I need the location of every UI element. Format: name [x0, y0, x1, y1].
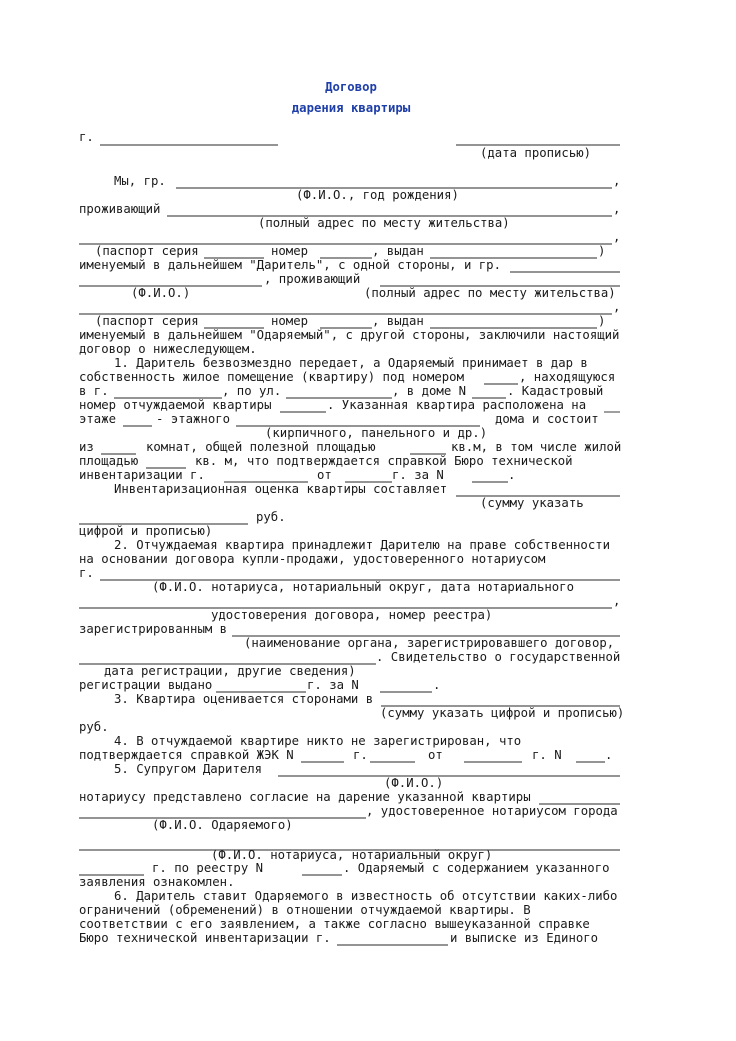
acquainted-end: заявления ознакомлен.: [79, 875, 235, 889]
clause-5-line-1: 5. Супругом Дарителя: [114, 762, 263, 776]
certificate-label: . Свидетельство о государственной: [376, 650, 621, 664]
unified-register-label: и выписке из Единого: [450, 931, 599, 945]
floor-label: этаже: [79, 412, 117, 426]
from-date-label: от: [317, 468, 332, 482]
notary-hint-cont: удостоверения договора, номер реестра): [211, 608, 493, 622]
passport-number-label: номер: [271, 244, 309, 258]
registration-body-hint: (наименование органа, зарегистрировавшего договор,: [244, 636, 615, 650]
sum-hint-cont: цифрой и прописью): [79, 524, 213, 538]
building-type-hint: (кирпичного, панельного и др.): [265, 426, 488, 440]
agreement-intro: договор о нижеследующем.: [79, 342, 257, 356]
bti-confirmation: кв. м, что подтверждается справкой Бюро технической: [195, 454, 573, 468]
passport-issued-label: , выдан: [372, 244, 424, 258]
document-subtitle: дарения квартиры: [291, 101, 411, 115]
comma: ,: [613, 594, 621, 608]
consent-label: нотариусу представлено согласие на дарение указанной квартиры: [79, 790, 531, 804]
registered-in-label: зарегистрированным в: [79, 622, 228, 636]
donee-name-hint-2: (Ф.И.О. Одаряемого): [152, 818, 293, 832]
donee-address-hint: (полный адрес по месту жительства): [364, 286, 616, 300]
rubles-label: руб.: [256, 510, 286, 524]
clause-1-apartment-label: собственность жилое помещение (квартиру) под номером: [79, 370, 464, 384]
paren-close: ): [598, 244, 606, 258]
residing-label-2: , проживающий: [264, 272, 361, 286]
spouse-name-hint: (Ф.И.О.): [384, 776, 444, 790]
residing-label: проживающий: [79, 202, 161, 216]
located-floor-label: . Указанная квартира расположена на: [327, 398, 587, 412]
living-area-intro: кв.м, в том числе жилой: [451, 440, 622, 454]
comma: ,: [613, 202, 621, 216]
comma: ,: [613, 300, 621, 314]
donee-acquainted-label: . Одаряемый с содержанием указанного: [343, 861, 610, 875]
passport-series-label: (паспорт серия: [95, 244, 199, 258]
paren-close: ): [598, 314, 606, 328]
inventory-valuation-label: Инвентаризационная оценка квартиры составляет: [114, 482, 448, 496]
passport-number-label-2: номер: [271, 314, 309, 328]
zhek-certificate-label: подтверждается справкой ЖЭК N: [79, 748, 294, 762]
donee-name-hint: (Ф.И.О.): [131, 286, 191, 300]
notary-hint-2: (Ф.И.О. нотариуса, нотариальный округ): [211, 848, 493, 862]
clause-2-line-1: 2. Отчуждаемая квартира принадлежит Дарителю на праве собственности: [114, 538, 611, 552]
notary-city-label: г.: [79, 566, 94, 580]
clause-3-line-1: 3. Квартира оценивается сторонами в: [114, 692, 374, 706]
house-label: , в доме N: [392, 384, 467, 398]
period: .: [605, 748, 613, 762]
from-date-label-2: от: [428, 748, 443, 762]
city-label: г.: [79, 130, 94, 144]
registration-number-label: г. за N: [307, 678, 359, 692]
rubles-label-2: руб.: [79, 720, 109, 734]
date-hint: (дата прописью): [480, 146, 592, 160]
period: .: [433, 678, 441, 692]
cadastral-label: . Кадастровый: [507, 384, 604, 398]
certified-notary-label: , удостоверенное нотариусом города: [366, 804, 618, 818]
from-label: из: [79, 440, 94, 454]
located-label: , находящуюся: [519, 370, 616, 384]
donor-definition: именуемый в дальнейшем "Даритель", с одной стороны, и гр.: [79, 258, 501, 272]
sum-hint: (сумму указать: [480, 496, 584, 510]
donor-name-hint: (Ф.И.О., год рождения): [296, 188, 459, 202]
comma: ,: [613, 230, 621, 244]
donee-definition: именуемый в дальнейшем "Одаряемый", с другой стороны, заключили настоящий: [79, 328, 620, 342]
bti-city-label: инвентаризации г.: [79, 468, 205, 482]
clause-6-line-1: 6. Даритель ставит Одаряемого в известность об отсутствии каких-либо: [114, 889, 618, 903]
area-label: площадью: [79, 454, 139, 468]
bti-number-label: г. за N: [392, 468, 444, 482]
passport-series-label-2: (паспорт серия: [95, 314, 199, 328]
clause-6-line-2: ограничений (обременений) в отношении отчуждаемой квартиры. В: [79, 903, 531, 917]
clause-1-line-1: 1. Даритель безвозмездно передает, а Одаряемый принимает в дар в: [114, 356, 588, 370]
passport-issued-label-2: , выдан: [372, 314, 424, 328]
clause-2-line-2: на основании договора купли-продажи, удостоверенного нотариусом: [79, 552, 546, 566]
cadastral-number-label: номер отчуждаемой квартиры: [79, 398, 272, 412]
clause-4-line-1: 4. В отчуждаемой квартире никто не зарегистрирован, что: [114, 734, 522, 748]
consists-label: дома и состоит: [495, 412, 599, 426]
comma: ,: [613, 174, 621, 188]
storey-label: - этажного: [156, 412, 231, 426]
notary-hint: (Ф.И.О. нотариуса, нотариальный округ, дата нотариального: [152, 580, 574, 594]
total-area-label: комнат, общей полезной площадью: [146, 440, 376, 454]
zhek-n-label: г. N: [532, 748, 562, 762]
city-label-2: в г.: [79, 384, 109, 398]
price-hint: (сумму указать цифрой и прописью): [380, 706, 625, 720]
registration-details-hint: дата регистрации, другие сведения): [104, 664, 356, 678]
we-citizen-label: Мы, гр.: [114, 174, 166, 188]
street-label: , по ул.: [222, 384, 282, 398]
document-title: Договор: [325, 80, 377, 94]
donor-address-hint: (полный адрес по месту жительства): [258, 216, 510, 230]
registration-issued-label: регистрации выдано: [79, 678, 213, 692]
registry-label: г. по реестру N: [152, 861, 264, 875]
clause-6-line-3: соответствии с его заявлением, а также согласно вышеуказанной справке: [79, 917, 590, 931]
period: .: [508, 468, 516, 482]
clause-6-bti-label: Бюро технической инвентаризации г.: [79, 931, 331, 945]
year-label: г.: [353, 748, 368, 762]
